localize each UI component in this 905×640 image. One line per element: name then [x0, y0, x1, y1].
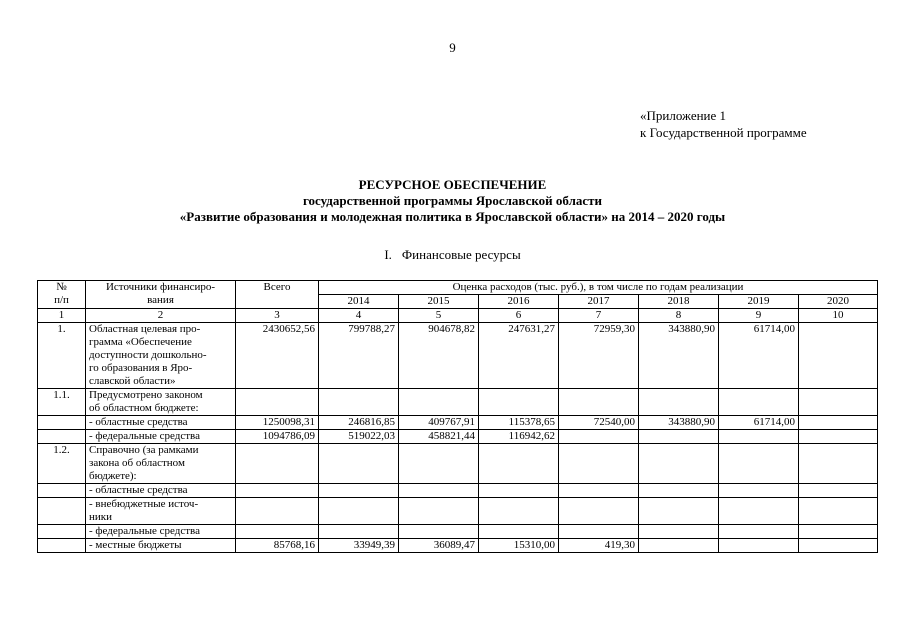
- header-year: 2016: [479, 295, 559, 309]
- row-year-value: 72540,00: [559, 416, 639, 430]
- row-total: [236, 498, 319, 525]
- row-total: 85768,16: [236, 539, 319, 553]
- appendix-line-1: «Приложение 1: [640, 108, 727, 123]
- row-year-value: [719, 430, 799, 444]
- header-row: [38, 281, 878, 295]
- row-total: [236, 444, 319, 484]
- table-row: [38, 444, 878, 484]
- row-number: [38, 539, 86, 553]
- title-line-1: РЕСУРСНОЕ ОБЕСПЕЧЕНИЕ: [358, 177, 547, 192]
- row-year-value: 115378,65: [479, 416, 559, 430]
- appendix-line-2: к Государственной программе: [640, 125, 807, 140]
- title-line-2: государственной программы Ярославской области: [302, 193, 603, 208]
- row-number: 1.2.: [38, 444, 86, 484]
- row-year-value: [719, 525, 799, 539]
- row-total: 2430652,56: [236, 323, 319, 389]
- table-row: [38, 416, 878, 430]
- header-num: № п/п: [38, 281, 86, 309]
- column-numbers-row: [38, 309, 878, 323]
- row-year-value: 458821,44: [399, 430, 479, 444]
- row-year-value: 61714,00: [719, 323, 799, 389]
- row-year-value: 343880,90: [639, 416, 719, 430]
- row-year-value: [479, 484, 559, 498]
- document-title: [0, 177, 905, 225]
- row-year-value: 419,30: [559, 539, 639, 553]
- appendix-note: [640, 107, 807, 141]
- row-year-value: [559, 444, 639, 484]
- row-year-value: [639, 389, 719, 416]
- row-year-value: [639, 525, 719, 539]
- row-year-value: [319, 498, 399, 525]
- header-year: 2019: [719, 295, 799, 309]
- row-year-value: 799788,27: [319, 323, 399, 389]
- column-number: 4: [319, 309, 399, 323]
- column-number: 5: [399, 309, 479, 323]
- section-number: I.: [384, 247, 392, 262]
- column-number: 9: [719, 309, 799, 323]
- column-number: 2: [86, 309, 236, 323]
- row-year-value: [479, 525, 559, 539]
- financial-resources-table: [37, 280, 878, 553]
- header-year: 2015: [399, 295, 479, 309]
- row-number: 1.: [38, 323, 86, 389]
- row-source-name: Областная целевая про- грамма «Обеспечение доступности дошкольно- го образования в Яро- славской области»: [86, 323, 236, 389]
- row-year-value: 61714,00: [719, 416, 799, 430]
- row-year-value: [799, 323, 878, 389]
- row-source-name: - местные бюджеты: [86, 539, 236, 553]
- row-year-value: [799, 484, 878, 498]
- row-year-value: [719, 444, 799, 484]
- table-row: [38, 539, 878, 553]
- title-line-3: «Развитие образования и молодежная политика в Ярославской области» на 2014 – 2020 годы: [179, 209, 726, 224]
- row-total: 1094786,09: [236, 430, 319, 444]
- row-year-value: [479, 389, 559, 416]
- column-number: 3: [236, 309, 319, 323]
- table-row: [38, 389, 878, 416]
- row-year-value: [319, 444, 399, 484]
- row-source-name: - областные средства: [86, 416, 236, 430]
- row-number: [38, 498, 86, 525]
- table-row: [38, 525, 878, 539]
- row-year-value: [639, 484, 719, 498]
- row-year-value: [719, 484, 799, 498]
- row-year-value: 116942,62: [479, 430, 559, 444]
- table-row: [38, 430, 878, 444]
- row-year-value: [799, 389, 878, 416]
- section-heading: [0, 247, 905, 263]
- row-year-value: [319, 525, 399, 539]
- row-number: 1.1.: [38, 389, 86, 416]
- section-title: Финансовые ресурсы: [401, 247, 521, 262]
- row-year-value: [639, 539, 719, 553]
- row-year-value: [719, 539, 799, 553]
- column-number: 6: [479, 309, 559, 323]
- row-year-value: [399, 444, 479, 484]
- column-number: 1: [38, 309, 86, 323]
- row-year-value: [799, 525, 878, 539]
- table-row: [38, 484, 878, 498]
- row-year-value: [559, 484, 639, 498]
- row-year-value: [559, 498, 639, 525]
- column-number: 7: [559, 309, 639, 323]
- column-number: 10: [799, 309, 878, 323]
- table-row: [38, 323, 878, 389]
- row-year-value: 72959,30: [559, 323, 639, 389]
- header-year: 2018: [639, 295, 719, 309]
- row-year-value: 15310,00: [479, 539, 559, 553]
- row-number: [38, 416, 86, 430]
- row-total: [236, 484, 319, 498]
- row-source-name: - внебюджетные источ- ники: [86, 498, 236, 525]
- row-year-value: 904678,82: [399, 323, 479, 389]
- row-year-value: [319, 389, 399, 416]
- row-year-value: [719, 389, 799, 416]
- row-year-value: [799, 498, 878, 525]
- row-number: [38, 525, 86, 539]
- row-year-value: [799, 444, 878, 484]
- header-estimate: Оценка расходов (тыс. руб.), в том числе по годам реализации: [319, 281, 878, 295]
- row-year-value: 33949,39: [319, 539, 399, 553]
- row-year-value: 246816,85: [319, 416, 399, 430]
- row-year-value: [559, 525, 639, 539]
- row-source-name: - федеральные средства: [86, 430, 236, 444]
- row-year-value: 519022,03: [319, 430, 399, 444]
- row-number: [38, 430, 86, 444]
- row-year-value: 409767,91: [399, 416, 479, 430]
- row-year-value: 247631,27: [479, 323, 559, 389]
- row-year-value: [399, 484, 479, 498]
- row-total: 1250098,31: [236, 416, 319, 430]
- table-row: [38, 498, 878, 525]
- row-year-value: [399, 498, 479, 525]
- row-year-value: [319, 484, 399, 498]
- row-number: [38, 484, 86, 498]
- column-number: 8: [639, 309, 719, 323]
- row-year-value: [559, 430, 639, 444]
- row-total: [236, 389, 319, 416]
- row-year-value: 36089,47: [399, 539, 479, 553]
- page-number: 9: [449, 40, 456, 55]
- row-year-value: [639, 430, 719, 444]
- row-year-value: [479, 444, 559, 484]
- row-year-value: [639, 444, 719, 484]
- row-year-value: [399, 525, 479, 539]
- row-year-value: [479, 498, 559, 525]
- row-source-name: Предусмотрено законом об областном бюджете:: [86, 389, 236, 416]
- row-year-value: [799, 539, 878, 553]
- row-year-value: 343880,90: [639, 323, 719, 389]
- row-year-value: [559, 389, 639, 416]
- row-year-value: [639, 498, 719, 525]
- row-total: [236, 525, 319, 539]
- row-year-value: [799, 416, 878, 430]
- header-source: Источники финансиро- вания: [86, 281, 236, 309]
- row-source-name: - федеральные средства: [86, 525, 236, 539]
- row-year-value: [719, 498, 799, 525]
- header-year: 2017: [559, 295, 639, 309]
- row-year-value: [799, 430, 878, 444]
- header-year: 2020: [799, 295, 878, 309]
- row-source-name: - областные средства: [86, 484, 236, 498]
- header-year: 2014: [319, 295, 399, 309]
- header-total: Всего: [236, 281, 319, 309]
- row-year-value: [399, 389, 479, 416]
- row-source-name: Справочно (за рамками закона об областном бюджете):: [86, 444, 236, 484]
